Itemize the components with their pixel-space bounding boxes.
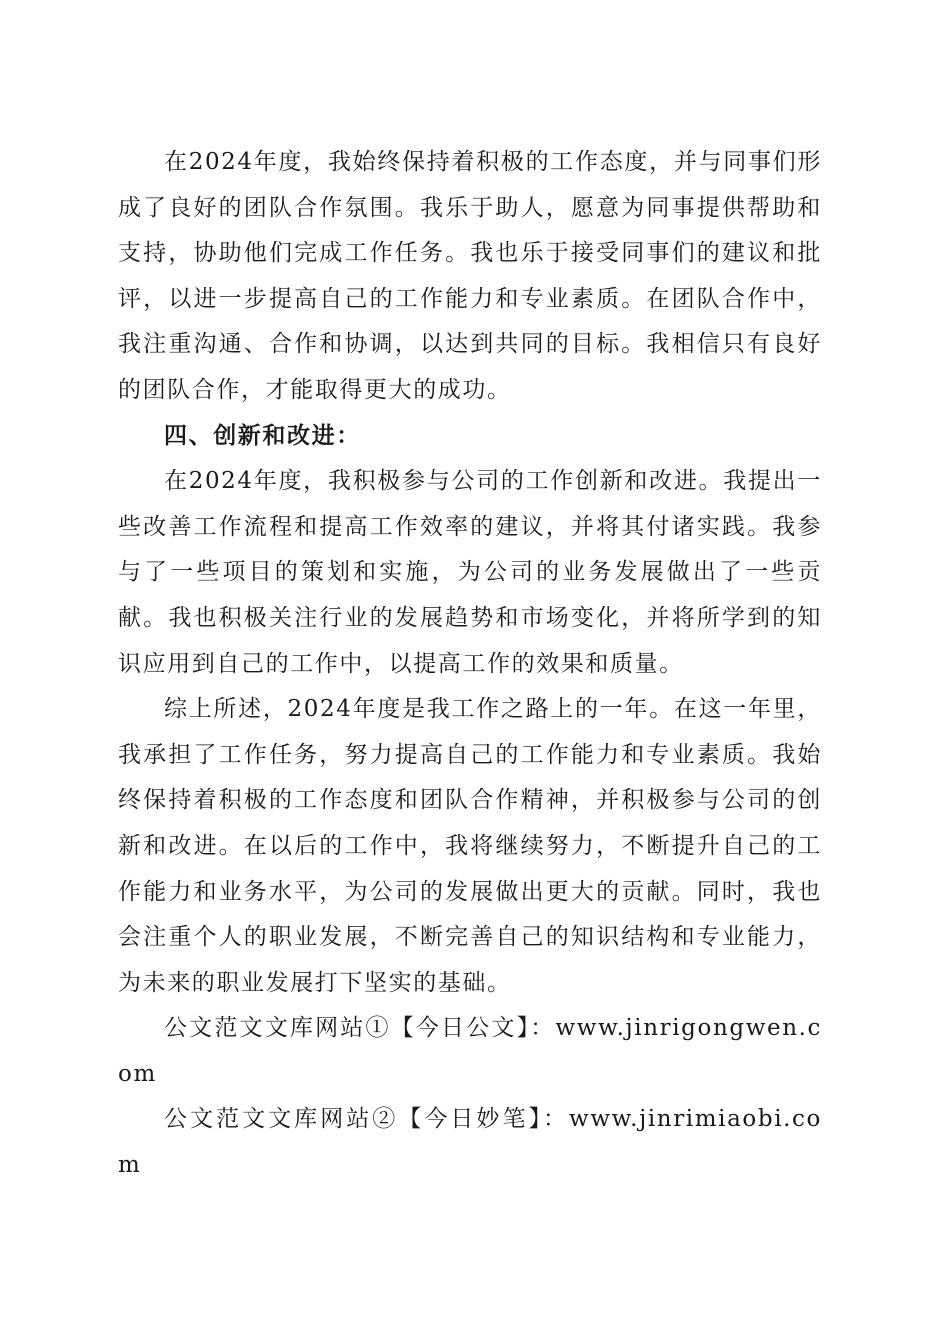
footer-site-link-2: 公文范文文库网站②【今日妙笔】：www.jinrimiaobi.com: [118, 1106, 822, 1179]
section-heading-innovation: 四、创新和改进：: [164, 422, 361, 449]
document-body: [118, 140, 822, 1189]
paragraph-innovation: 在2024年度，我积极参与公司的工作创新和改进。我提出一些改善工作流程和提高工作效率的建议，并将其付诸实践。我参与了一些项目的策划和实施，为公司的业务发展做出了一些贡献。我也积极关注行业的发展趋势和市场变化，并将所学到的知识应用到自己的工作中，以提高工作的效果和质量。: [118, 468, 822, 677]
paragraph-teamwork: 在2024年度，我始终保持着积极的工作态度，并与同事们形成了良好的团队合作氛围。我乐于助人，愿意为同事提供帮助和支持，协助他们完成工作任务。我也乐于接受同事们的建议和批评，以进一步提高自己的工作能力和专业素质。在团队合作中，我注重沟通、合作和协调，以达到共同的目标。我相信只有良好的团队合作，才能取得更大的成功。: [118, 149, 822, 403]
paragraph-summary: 综上所述，2024年度是我工作之路上的一年。在这一年里，我承担了工作任务，努力提高自己的工作能力和专业素质。我始终保持着积极的工作态度和团队合作精神，并积极参与公司的创新和改进。在以后的工作中，我将继续努力，不断提升自己的工作能力和业务水平，为公司的发展做出更大的贡献。同时，我也会注重个人的职业发展，不断完善自己的知识结构和专业能力，为未来的职业发展打下坚实的基础。: [118, 696, 822, 996]
footer-site-link-1: 公文范文文库网站①【今日公文】：www.jinrigongwen.com: [118, 1015, 822, 1087]
